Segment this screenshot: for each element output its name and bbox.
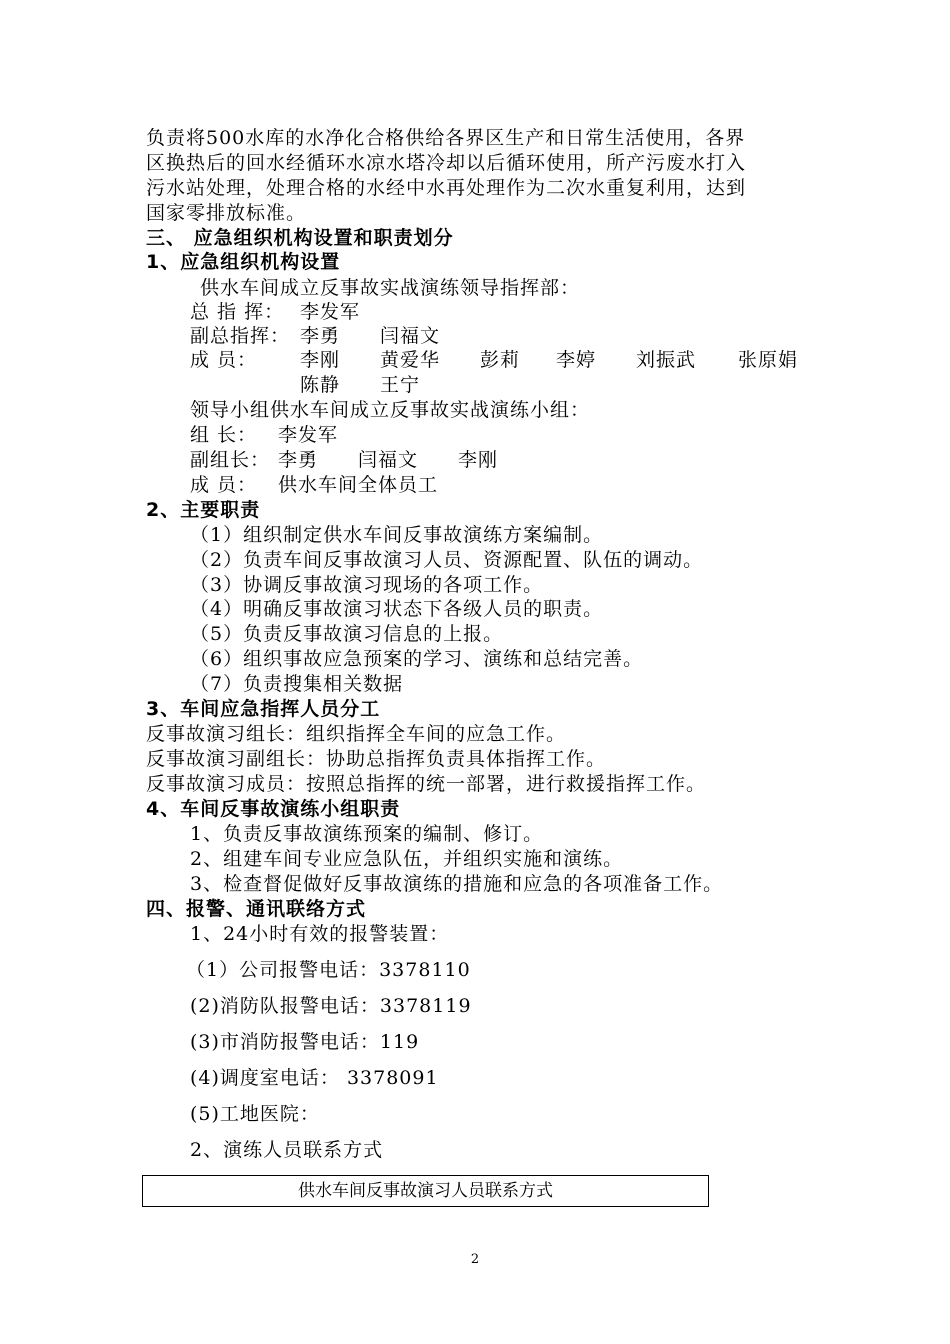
team-duty-item: 1、负责反事故演练预案的编制、修订。 — [190, 823, 544, 845]
duty-item: （5）负责反事故演习信息的上报。 — [190, 623, 504, 645]
phone-line: （1）公司报警电话：3378110 — [186, 959, 471, 981]
section4-heading: 四、报警、通讯联络方式 — [146, 898, 367, 920]
contact-table-title: 供水车间反事故演习人员联系方式 — [298, 1181, 553, 1201]
staff-label: 成 员： — [190, 474, 258, 496]
contact-method-item: 2、演练人员联系方式 — [190, 1139, 384, 1161]
deputy-name: 李勇 — [300, 325, 341, 347]
member-name: 黄爱华 — [380, 349, 441, 371]
duty-item: （3）协调反事故演习现场的各项工作。 — [190, 574, 544, 596]
member-name: 陈静 — [300, 374, 341, 396]
duty-item: （7）负责搜集相关数据 — [190, 673, 404, 695]
duty-item: （1）组织制定供水车间反事故演练方案编制。 — [190, 524, 604, 546]
member-name: 王宁 — [380, 374, 421, 396]
member-name: 李婷 — [556, 349, 597, 371]
member-name: 刘振武 — [636, 349, 697, 371]
command-lead: 供水车间成立反事故实战演练领导指挥部： — [200, 277, 581, 299]
vice-name: 李刚 — [458, 449, 499, 471]
intro-line: 负责将500水库的水净化合格供给各界区生产和日常生活使用，各界 — [146, 127, 746, 149]
sub4-heading: 4、车间反事故演练小组职责 — [146, 798, 401, 820]
phone-line: (3)市消防报警电话：119 — [190, 1031, 420, 1053]
page-number: 2 — [470, 1252, 480, 1267]
deputy-label: 副总指挥： — [190, 325, 291, 347]
contact-table — [142, 1175, 709, 1207]
team-duty-item: 2、组建车间专业应急队伍，并组织实施和演练。 — [190, 848, 624, 870]
member-name: 彭莉 — [480, 349, 521, 371]
role-item: 反事故演习成员：按照总指挥的统一部署，进行救援指挥工作。 — [146, 773, 707, 795]
phone-line: (2)消防队报警电话：3378119 — [190, 995, 472, 1017]
duty-item: （2）负责车间反事故演习人员、资源配置、队伍的调动。 — [190, 549, 704, 571]
group-lead: 领导小组供水车间成立反事故实战演练小组： — [190, 399, 591, 421]
role-item: 反事故演习副组长：协助总指挥负责具体指挥工作。 — [146, 748, 607, 770]
vice-name: 李勇 — [278, 449, 319, 471]
commander-name: 李发军 — [300, 301, 361, 323]
role-item: 反事故演习组长：组织指挥全车间的应急工作。 — [146, 723, 567, 745]
member-name: 李刚 — [300, 349, 341, 371]
duty-item: （4）明确反事故演习状态下各级人员的职责。 — [190, 598, 604, 620]
intro-line: 国家零排放标准。 — [146, 202, 307, 224]
intro-line: 污水站处理，处理合格的水经中水再处理作为二次水重复利用，达到 — [146, 177, 747, 199]
deputy-name: 闫福文 — [380, 325, 441, 347]
members-label: 成 员： — [190, 349, 258, 371]
member-name: 张原娟 — [738, 349, 799, 371]
sub2-heading: 2、主要职责 — [146, 499, 261, 521]
phone-line: (5)工地医院： — [190, 1103, 320, 1125]
phone-line: (4)调度室电话： 3378091 — [190, 1067, 439, 1089]
section3-heading: 三、 应急组织机构设置和职责划分 — [146, 227, 454, 249]
intro-line: 区换热后的回水经循环水凉水塔冷却以后循环使用，所产污废水打入 — [146, 152, 747, 174]
staff-text: 供水车间全体员工 — [278, 474, 439, 496]
commander-label: 总 指 挥： — [190, 301, 285, 323]
leader-label: 组 长： — [190, 424, 258, 446]
team-duty-item: 3、检查督促做好反事故演练的措施和应急的各项准备工作。 — [190, 873, 724, 895]
duty-item: （6）组织事故应急预案的学习、演练和总结完善。 — [190, 648, 644, 670]
sub3-heading: 3、车间应急指挥人员分工 — [146, 698, 381, 720]
leader-name: 李发军 — [278, 424, 339, 446]
sub1-heading: 1、应急组织机构设置 — [146, 251, 341, 273]
vice-name: 闫福文 — [358, 449, 419, 471]
vice-label: 副组长： — [190, 449, 271, 471]
alarm-devices-item: 1、24小时有效的报警装置： — [190, 923, 450, 945]
